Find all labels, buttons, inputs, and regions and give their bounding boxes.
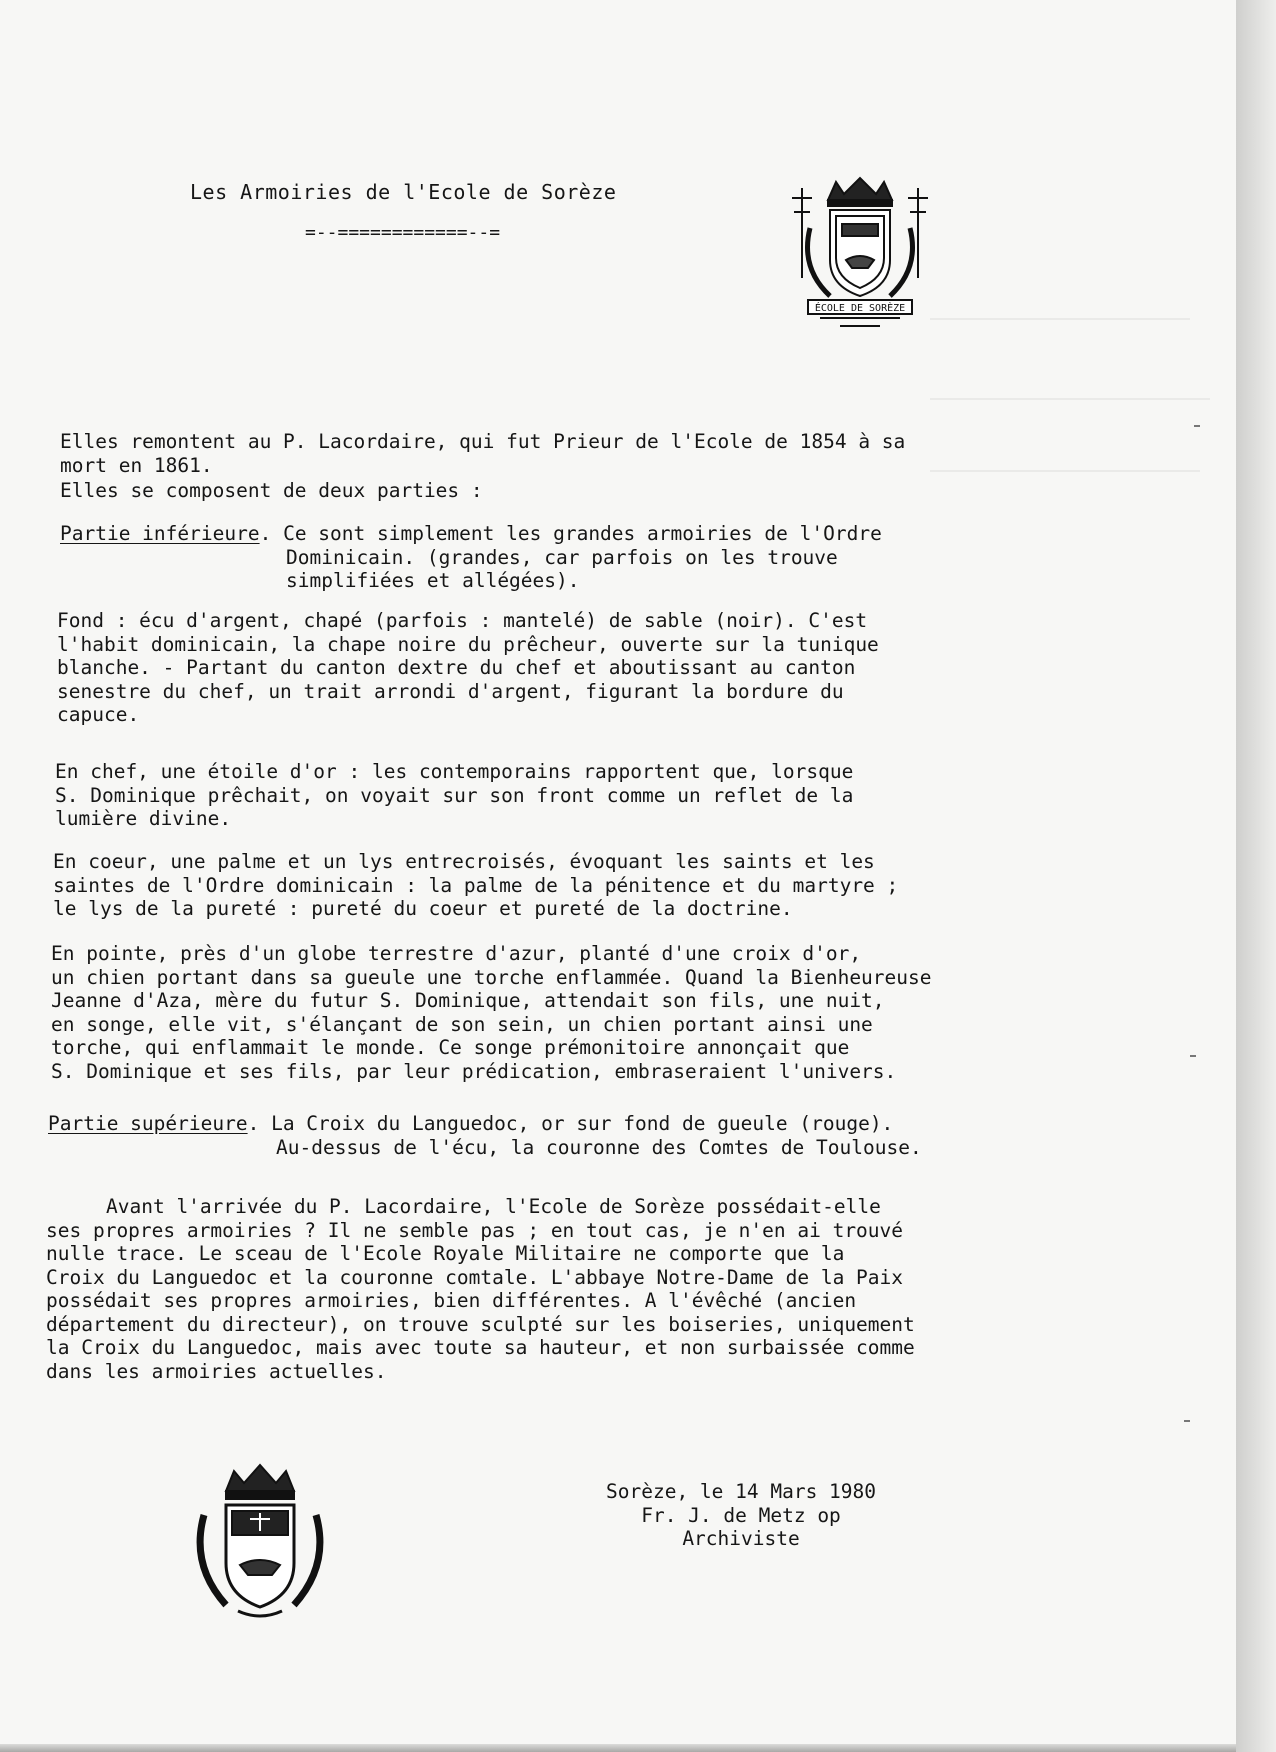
- text-line: un chien portant dans sa gueule une torche enflammée. Quand la Bienheureuse: [51, 965, 932, 989]
- en-pointe-paragraph: [51, 942, 932, 1083]
- text-line: ses propres armoiries ? Il ne semble pas ; en tout cas, je n'en ai trouvé: [46, 1218, 904, 1242]
- text-line: capuce.: [57, 703, 140, 726]
- text-line: . La Croix du Languedoc, or sur fond de gueule (rouge).: [247, 1112, 894, 1135]
- signature-name: Fr. J. de Metz op: [641, 1503, 841, 1527]
- text-line: blanche. - Partant du canton dextre du chef et aboutissant au canton: [57, 656, 856, 679]
- text-line: Elles se composent de deux parties :: [60, 479, 483, 502]
- partie-superieure-heading: Partie supérieure: [48, 1112, 248, 1135]
- text-line: dans les armoiries actuelles.: [46, 1359, 387, 1383]
- scan-mark: [1184, 1420, 1190, 1422]
- signature-place-date: Sorèze, le 14 Mars 1980: [606, 1480, 877, 1503]
- text-line: Fond : écu d'argent, chapé (parfois : mantelé) de sable (noir). C'est: [57, 609, 868, 632]
- text-line: le lys de la pureté : pureté du coeur et pureté de la doctrine.: [53, 897, 793, 920]
- text-line: . Ce sont simplement les grandes armoiries de l'Ordre: [259, 522, 882, 545]
- text-line: la Croix du Languedoc, mais avec toute sa hauteur, et non surbaissée comme: [46, 1336, 915, 1359]
- text-line: simplifiées et allégées).: [286, 569, 580, 592]
- text-line: Avant l'arrivée du P. Lacordaire, l'Ecole de Sorèze possédait-elle: [106, 1195, 881, 1218]
- text-line: S. Dominique prêchait, on voyait sur son front comme un reflet de la: [55, 783, 854, 807]
- partie-inferieure-paragraph: [60, 522, 882, 593]
- text-line: en songe, elle vit, s'élançant de son sein, un chien portant ainsi une: [51, 1012, 873, 1036]
- en-chef-paragraph: [55, 760, 853, 831]
- en-coeur-paragraph: [53, 850, 898, 921]
- text-line: possédait ses propres armoiries, bien différentes. A l'évêché (ancien: [46, 1289, 857, 1312]
- text-line: lumière divine.: [55, 807, 232, 830]
- text-line: nulle trace. Le sceau de l'Ecole Royale Militaire ne comporte que la: [46, 1242, 845, 1265]
- title-underline: =--============--=: [305, 222, 501, 243]
- fond-paragraph: [57, 609, 879, 727]
- text-line: département du directeur), on trouve sculpté sur les boiseries, uniquement: [46, 1312, 915, 1336]
- avant-paragraph: [46, 1195, 915, 1383]
- crest-label: ÉCOLE DE SORÈZE: [814, 303, 906, 314]
- signature-block: [606, 1480, 876, 1551]
- crest-bottom-icon: [180, 1455, 340, 1625]
- text-line: saintes de l'Ordre dominicain : la palme de la pénitence et du martyre ;: [53, 873, 899, 897]
- text-line: torche, qui enflammait le monde. Ce songe prémonitoire annonçait que: [51, 1036, 850, 1059]
- intro-paragraph: [60, 430, 905, 503]
- partie-superieure-paragraph: [48, 1112, 922, 1159]
- crest-icon: [780, 168, 940, 328]
- scan-mark: [1190, 1055, 1196, 1057]
- text-line: En pointe, près d'un globe terrestre d'azur, planté d'une croix d'or,: [51, 942, 862, 965]
- text-line: Au-dessus de l'écu, la couronne des Comtes de Toulouse.: [276, 1135, 922, 1159]
- signature-title: Archiviste: [682, 1527, 800, 1550]
- text-line: Croix du Languedoc et la couronne comtale. L'abbaye Notre-Dame de la Paix: [46, 1265, 904, 1289]
- text-line: Jeanne d'Aza, mère du futur S. Dominique, attendait son fils, une nuit,: [51, 989, 885, 1012]
- text-line: Dominicain. (grandes, car parfois on les trouve: [286, 545, 838, 569]
- text-line: En coeur, une palme et un lys entrecroisés, évoquant les saints et les: [53, 850, 875, 873]
- text-line: En chef, une étoile d'or : les contemporains rapportent que, lorsque: [55, 760, 854, 783]
- bleed-through: [930, 200, 1230, 480]
- scan-mark: [1194, 425, 1200, 427]
- page-title: Les Armoiries de l'Ecole de Sorèze: [190, 180, 617, 204]
- page-edge: [1236, 0, 1276, 1752]
- text-line: senestre du chef, un trait arrondi d'argent, figurant la bordure du: [57, 679, 844, 703]
- partie-inferieure-heading: Partie inférieure: [60, 522, 260, 545]
- text-line: Elles remontent au P. Lacordaire, qui fut Prieur de l'Ecole de 1854 à sa: [60, 430, 906, 453]
- text-line: S. Dominique et ses fils, par leur prédication, embraseraient l'univers.: [51, 1059, 897, 1083]
- text-line: mort en 1861.: [60, 453, 213, 477]
- page-bottom-edge: [0, 1744, 1236, 1752]
- text-line: l'habit dominicain, la chape noire du prêcheur, ouverte sur la tunique: [57, 632, 879, 656]
